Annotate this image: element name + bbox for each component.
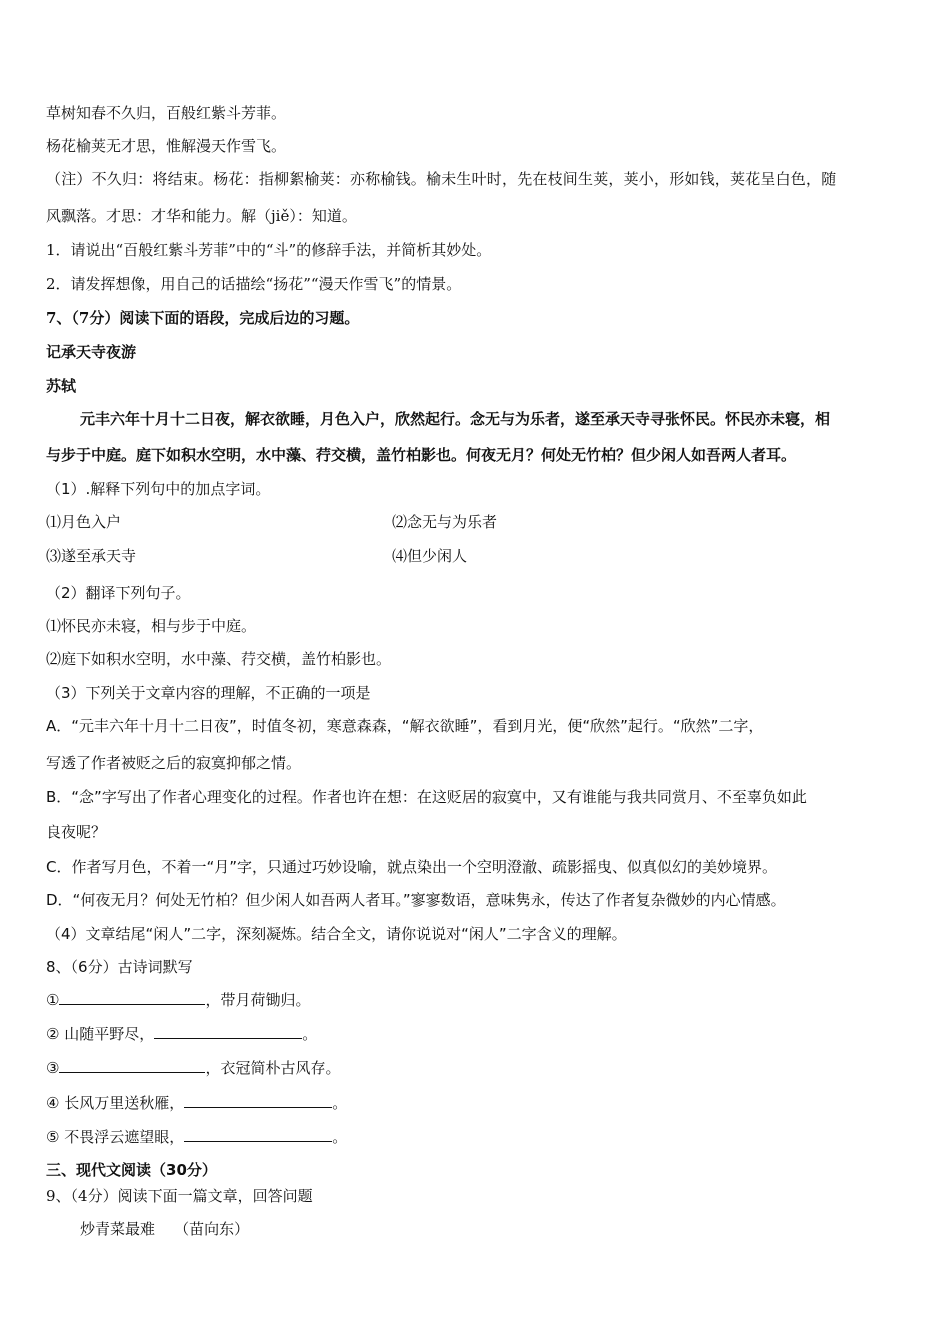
q8-blank-5[interactable] — [184, 1127, 332, 1142]
q8-blank-4[interactable] — [184, 1093, 332, 1108]
q7-word-4: ⑷但少闲人 — [392, 547, 468, 565]
q9-article-title: 炒青菜最难 （苗向东） — [80, 1220, 250, 1238]
q7-sub4: （4）文章结尾“闲人”二字，深刻凝炼。结合全文，请你说说对“闲人”二字含义的理解。 — [46, 925, 627, 943]
q7-passage-line-2: 与步于中庭。庭下如积水空明，水中藻、荇交横，盖竹柏影也。何夜无月？何处无竹柏？但少闲人如吾两人者耳。 — [46, 446, 797, 464]
q7-sub1: （1）.解释下列句中的加点字词。 — [46, 480, 271, 498]
q8-item-4: ④ 长风万里送秋雁， 。 — [46, 1094, 348, 1112]
q8-item-2: ② 山随平野尽， 。 — [46, 1025, 318, 1043]
q7-option-a-line-1: A．“元丰六年十月十二日夜”，时值冬初，寒意森森，“解衣欲睡”，看到月光，便“欣然”起行。“欣然”二字， — [46, 717, 764, 735]
q7-option-d: D．“何夜无月？何处无竹柏？但少闲人如吾两人者耳。”寥寥数语，意味隽永，传达了作者复杂微妙的内心情感。 — [46, 891, 786, 909]
q7-option-c: C．作者写月色，不着一“月”字，只通过巧妙设喻，就点染出一个空明澄澈、疏影摇曳、似真似幻的美妙境界。 — [46, 858, 778, 876]
q7-title: 记承天寺夜游 — [46, 343, 137, 361]
q7-author: 苏轼 — [46, 377, 77, 395]
poem-line-1: 草树知春不久归，百般红紫斗芳菲。 — [46, 104, 287, 122]
q7-option-b-line-1: B．“念”字写出了作者心理变化的过程。作者也许在想：在这贬居的寂寞中，又有谁能与我共同赏月、不至辜负如此 — [46, 788, 807, 806]
q8-item-5: ⑤ 不畏浮云遮望眼， 。 — [46, 1128, 348, 1146]
q7-heading: 7、（7分）阅读下面的语段，完成后边的习题。 — [46, 309, 360, 327]
note-line-2: 风飘落。才思：才华和能力。解（jiě）：知道。 — [46, 207, 357, 225]
q7-word-2: ⑵念无与为乐者 — [392, 513, 498, 531]
q7-passage-line-1: 元丰六年十月十二日夜，解衣欲睡，月色入户，欣然起行。念无与为乐者，遂至承天寺寻张怀民。怀民亦未寝，相 — [80, 410, 831, 428]
question-1: 1．请说出“百般红紫斗芳菲”中的“斗”的修辞手法，并简析其妙处。 — [46, 241, 492, 259]
q7-option-a-line-2: 写透了作者被贬之后的寂寞抑郁之情。 — [46, 754, 302, 772]
q9-heading: 9、（4分）阅读下面一篇文章，回答问题 — [46, 1187, 313, 1205]
q8-blank-2[interactable] — [154, 1024, 302, 1039]
q7-option-b-line-2: 良夜呢？ — [46, 823, 107, 841]
q7-word-3: ⑶遂至承天寺 — [46, 547, 137, 565]
q7-word-1: ⑴月色入户 — [46, 513, 122, 531]
section-3-heading: 三、现代文阅读（30分） — [46, 1161, 217, 1179]
q8-heading: 8、（6分）古诗词默写 — [46, 958, 193, 976]
q8-item-1: ① ，带月荷锄归。 — [46, 991, 311, 1009]
q7-translate-1: ⑴怀民亦未寝，相与步于中庭。 — [46, 617, 257, 635]
q8-blank-3[interactable] — [59, 1058, 205, 1073]
question-2: 2．请发挥想像，用自己的话描绘“扬花”“漫天作雪飞”的情景。 — [46, 275, 462, 293]
poem-line-2: 杨花榆荚无才思，惟解漫天作雪飞。 — [46, 137, 287, 155]
q7-sub3: （3）下列关于文章内容的理解，不正确的一项是 — [46, 684, 371, 702]
q7-sub2: （2）翻译下列句子。 — [46, 584, 191, 602]
q7-translate-2: ⑵庭下如积水空明，水中藻、荇交横，盖竹柏影也。 — [46, 650, 392, 668]
q8-item-3: ③ ，衣冠简朴古风存。 — [46, 1059, 341, 1077]
note-line-1: （注）不久归：将结束。杨花：指柳絮榆荚：亦称榆钱。榆未生叶时，先在枝间生荚，荚小，形如钱，荚花呈白色，随 — [46, 170, 837, 188]
q8-blank-1[interactable] — [59, 990, 205, 1005]
